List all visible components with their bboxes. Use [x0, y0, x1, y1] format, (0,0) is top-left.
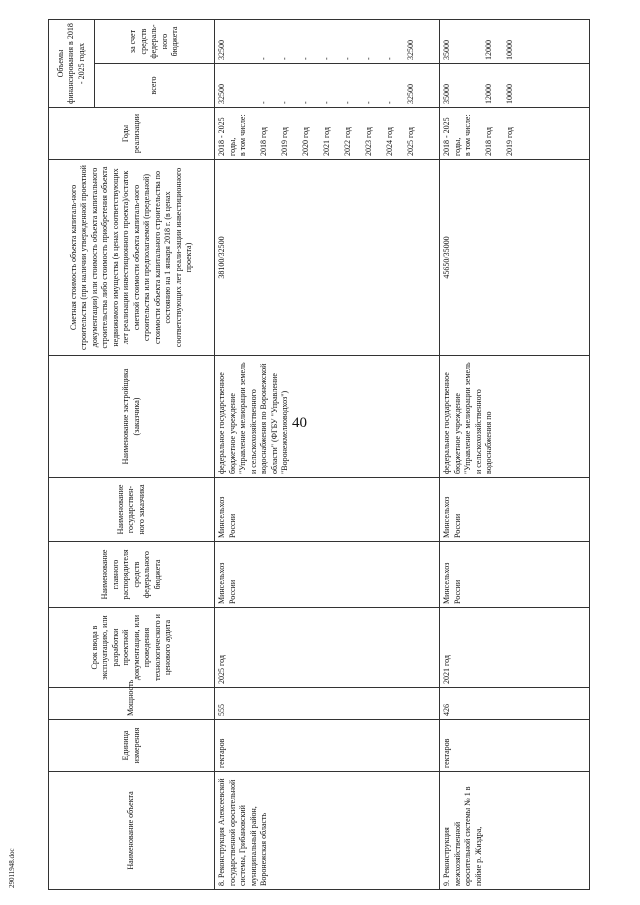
row-term: 2025 год — [215, 608, 440, 688]
row-object-name: 9. Реконструкция межхозяйственной оросительной системы № 1 в пойме р. Жиздра, — [440, 772, 590, 890]
header-commissioning: Срок ввода в эксплуатацию, или разработки проектной документации, или проведения технологического и ценового аудита — [49, 608, 215, 688]
table-row — [440, 20, 590, 890]
row-state-customer: Минсельхоз России — [440, 478, 590, 542]
row-funding-total: 32500 - - - - - - - 32500 — [215, 64, 440, 108]
row-object-name: 8. Реконструкция Алексеевской государственной оросительной системы, Грибановский муниципальный район, Воронежская область — [215, 772, 440, 890]
row-years: 2018 - 2025 годы, в том числе: 2018 год 2019 год — [440, 108, 590, 160]
header-object-name: Наименование объекта — [49, 772, 215, 890]
header-developer: Наименование застройщика (заказчика) — [49, 356, 215, 478]
row-developer: федеральное государственное бюджетное учреждение "Управление мелиорации земель и сельскохозяйственного водоснабжения по — [440, 356, 590, 478]
row-years: 2018 - 2025 годы, в том числе: 2018 год 2019 год 2020 год 2021 год 2022 год 2023 год 2024 год 2025 год — [215, 108, 440, 160]
row-capacity: 426 — [440, 688, 590, 720]
row-unit: гектаров — [215, 720, 440, 772]
header-funding-federal: за счет средств федераль-ного бюджета — [95, 20, 215, 64]
header-funding-total: всего — [95, 64, 215, 108]
header-funding: Объемы финансирования в 2018 - 2025 годах — [49, 20, 95, 108]
row-chief-manager: Минсельхоз России — [215, 542, 440, 608]
row-unit: гектаров — [440, 720, 590, 772]
page-number: 40 — [292, 415, 307, 431]
row-cost: 38100/32500 — [215, 160, 440, 356]
row-funding-federal: 32500 - - - - - - - 32500 — [215, 20, 440, 64]
header-estimated-cost: Сметная стоимость объекта капиталь-ного строительства (при наличии утвержденной проектной документации) или стоимость объекта капитального строительства либо стоимость приобретения объекта недвижимого имущества (в ценах соответствующих лет реализации инвестиционного проекта)/остаток сметной стоимости объекта капиталь-ного строительства или предполагаемой (предельной) стоимости объекта капитального строительства по состоянию на 1 января 2018 г. (в ценах соответствующих лет реали-зации инвестиционного проекта) — [49, 160, 215, 356]
header-unit: Единица измерения — [49, 720, 215, 772]
table-row — [215, 20, 440, 890]
row-funding-total: 35000 12000 10000 — [440, 64, 590, 108]
header-chief-manager: Наименование главного распорядителя средств федерального бюджета — [49, 542, 215, 608]
row-developer: федеральное государственное бюджетное учреждение "Управление мелиорации земель и сельскохозяйственного водоснабжения по Воронежской области" (ФГБУ "Управление "Воронежмелиоводхоз") — [215, 356, 440, 478]
rotated-table-frame — [48, 20, 618, 890]
document-footer: 29011948.doc — [8, 848, 16, 888]
investment-objects-table — [48, 19, 590, 890]
row-capacity: 555 — [215, 688, 440, 720]
header-capacity: Мощность — [49, 688, 215, 720]
row-chief-manager: Минсельхоз России — [440, 542, 590, 608]
row-term: 2021 год — [440, 608, 590, 688]
row-cost: 45650/35000 — [440, 160, 590, 356]
row-funding-federal: 35000 12000 10000 — [440, 20, 590, 64]
row-state-customer: Минсельхоз России — [215, 478, 440, 542]
header-state-customer: Наименование государствен-ного заказчика — [49, 478, 215, 542]
header-years: Годы реализации — [49, 108, 215, 160]
